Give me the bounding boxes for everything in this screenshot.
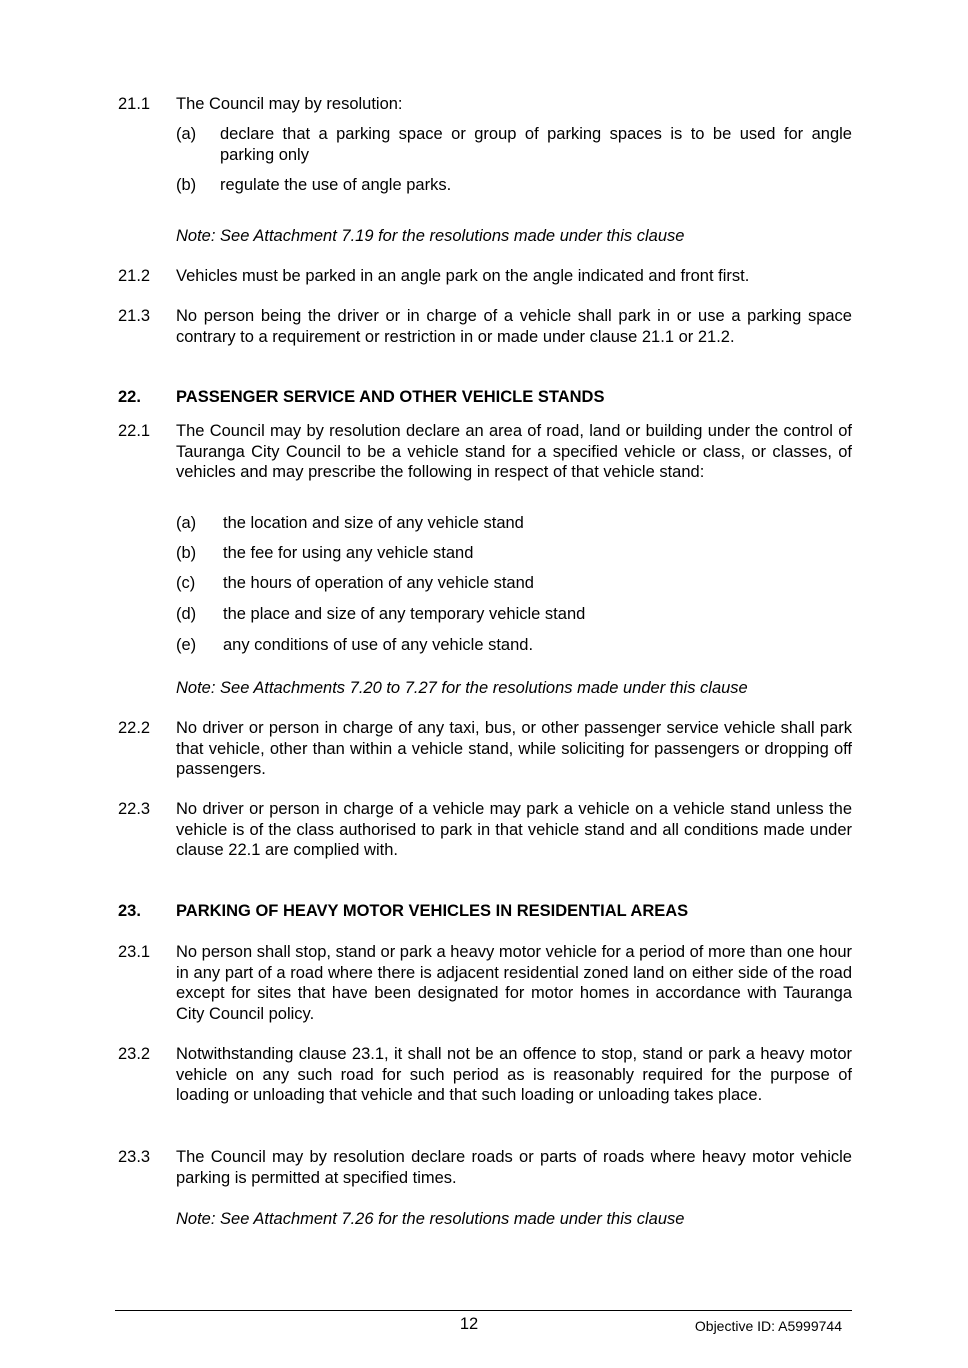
note-text: Note: See Attachment 7.26 for the resolutions made under this clause — [176, 1210, 685, 1228]
clause-number: 23.1 — [118, 943, 151, 961]
item-text: the hours of operation of any vehicle stand — [223, 574, 534, 592]
footer-divider — [115, 1310, 852, 1311]
clause-23-2 — [118, 1044, 852, 1106]
clause-22-3 — [118, 799, 852, 861]
clause-text: The Council may by resolution declare an area of road, land or building under the control of Tauranga City Council to be a vehicle stand for a specified vehicle or class, or classes, of vehicles and may prescribe the following in respect of that vehicle stand: — [176, 422, 852, 481]
clause-23-3 — [118, 1147, 852, 1188]
list-item — [176, 635, 852, 656]
clause-number: 21.1 — [118, 95, 151, 113]
item-label: (c) — [176, 574, 196, 592]
section-number: 23. — [118, 902, 141, 920]
clause-21-3 — [118, 306, 852, 347]
clause-number: 22.1 — [118, 422, 151, 440]
item-text: any conditions of use of any vehicle stand. — [223, 636, 534, 654]
clause-text: No driver or person in charge of any taxi, bus, or other passenger service vehicle shall park that vehicle, other than within a vehicle stand, while soliciting for passengers or dropping off passengers. — [176, 719, 852, 778]
clause-text: No person being the driver or in charge of a vehicle shall park in or use a parking space contrary to a requirement or restriction in or made under clause 21.1 or 21.2. — [176, 307, 852, 346]
clause-number: 23.3 — [118, 1148, 151, 1166]
note-text: Note: See Attachment 7.19 for the resolutions made under this clause — [176, 227, 685, 245]
clause-22-1 — [118, 421, 852, 483]
objective-id: Objective ID: A5999744 — [694, 1318, 842, 1334]
item-text: the place and size of any temporary vehicle stand — [223, 605, 586, 623]
item-label: (b) — [176, 176, 197, 194]
section-heading-23 — [118, 901, 688, 922]
list-item — [176, 543, 852, 564]
clause-22-2 — [118, 718, 852, 780]
list-item — [176, 573, 852, 594]
item-label: (a) — [176, 514, 197, 532]
clause-text: Notwithstanding clause 23.1, it shall not be an offence to stop, stand or park a heavy motor vehicle on any such road for such period as is reasonably required for the purpose of loading or unloading that vehicle and that such loading or unloading takes place. — [176, 1045, 852, 1104]
item-text: declare that a parking space or group of parking spaces is to be used for angle parking only — [220, 125, 852, 164]
clause-text: The Council may by resolution: — [176, 95, 403, 113]
page-number: 12 — [459, 1315, 479, 1333]
section-number: 22. — [118, 388, 141, 406]
list-item — [176, 604, 852, 625]
list-item — [176, 513, 852, 534]
list-item — [176, 124, 852, 165]
list-item — [176, 175, 852, 196]
section-title: PASSENGER SERVICE AND OTHER VEHICLE STANDS — [176, 388, 605, 406]
item-label: (b) — [176, 544, 197, 562]
section-title: PARKING OF HEAVY MOTOR VEHICLES IN RESIDENTIAL AREAS — [176, 902, 689, 920]
clause-text: Vehicles must be parked in an angle park on the angle indicated and front first. — [176, 267, 750, 285]
clause-number: 21.3 — [118, 307, 151, 325]
clause-number: 22.2 — [118, 719, 151, 737]
clause-text: No driver or person in charge of a vehicle may park a vehicle on a vehicle stand unless the vehicle is of the class authorised to park in that vehicle stand and all conditions made under clause 22.1 are complied with. — [176, 800, 852, 859]
clause-21-2 — [118, 266, 852, 287]
clause-number: 22.3 — [118, 800, 151, 818]
item-text: the fee for using any vehicle stand — [223, 544, 474, 562]
item-text: the location and size of any vehicle stand — [223, 514, 524, 532]
section-heading-22 — [118, 387, 604, 408]
clause-21-1 — [118, 94, 852, 115]
clause-text: No person shall stop, stand or park a heavy motor vehicle for a period of more than one hour in any part of a road where there is adjacent residential zoned land on either side of the road except for sites that have been designated for motor homes in accordance with Tauranga City Council policy. — [176, 943, 852, 1023]
clause-number: 21.2 — [118, 267, 151, 285]
clause-number: 23.2 — [118, 1045, 151, 1063]
item-label: (d) — [176, 605, 197, 623]
clause-text: The Council may by resolution declare roads or parts of roads where heavy motor vehicle parking is permitted at specified times. — [176, 1148, 852, 1187]
item-text: regulate the use of angle parks. — [220, 176, 452, 194]
note-text: Note: See Attachments 7.20 to 7.27 for the resolutions made under this clause — [176, 679, 748, 697]
item-label: (a) — [176, 125, 197, 143]
clause-23-1 — [118, 942, 852, 1024]
item-label: (e) — [176, 636, 197, 654]
